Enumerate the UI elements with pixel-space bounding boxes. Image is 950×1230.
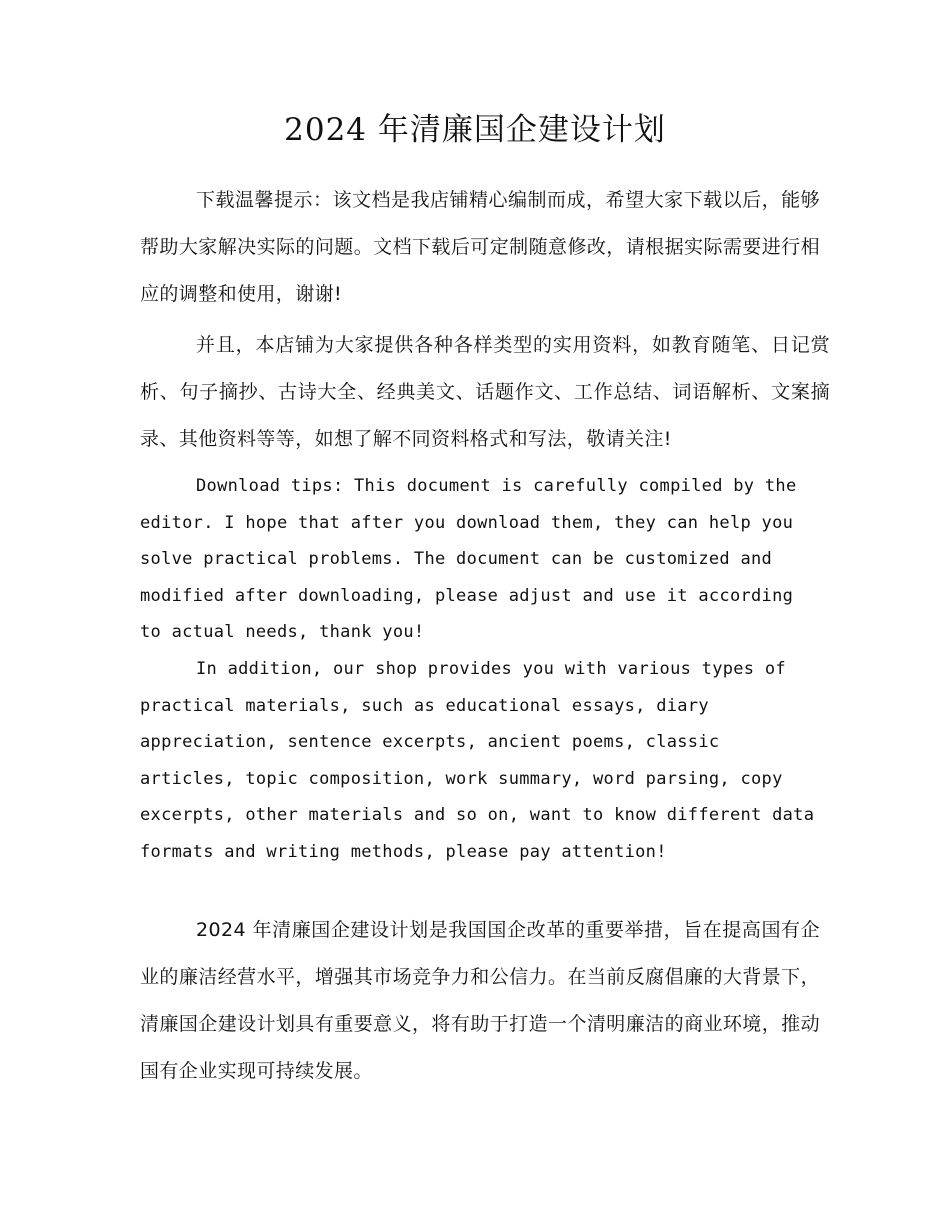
document-title: 2024 年清廉国企建设计划 bbox=[284, 112, 666, 148]
download-notice-cn-paragraph: 下载温馨提示：该文档是我店铺精心编制而成，希望大家下载以后，能够帮助大家解决实际的问题。文档下载后可定制随意修改，请根据实际需要进行相应的调整和使用，谢谢! bbox=[140, 189, 820, 305]
download-notice-en-paragraph: Download tips: This document is carefully compiled by the editor. I hope that after you download them, they can help you solve practical problems. The document can be customized and modified after downloading, please adjust and use it according to actual needs, thank you! bbox=[140, 476, 797, 643]
shop-notice-en-paragraph: In addition, our shop provides you with various types of practical materials, such as educational essays, diary appreciation, sentence excerpts, ancient poems, classic articles, topic composition, work summary, word parsing, copy excerpts, other materials and so on, want to know different data formats and writing methods, please pay attention! bbox=[140, 659, 815, 862]
shop-notice-cn-paragraph: 并且，本店铺为大家提供各种各样类型的实用资料，如教育随笔、日记赏析、句子摘抄、古诗大全、经典美文、话题作文、工作总结、词语解析、文案摘录、其他资料等等，如想了解不同资料格式和写法，敬请关注! bbox=[140, 334, 830, 450]
body-paragraph: 2024 年清廉国企建设计划是我国国企改革的重要举措，旨在提高国有企业的廉洁经营水平，增强其市场竞争力和公信力。在当前反腐倡廉的大背景下，清廉国企建设计划具有重要意义，将有助于打造一个清明廉洁的商业环境，推动国有企业实现可持续发展。 bbox=[140, 919, 820, 1082]
